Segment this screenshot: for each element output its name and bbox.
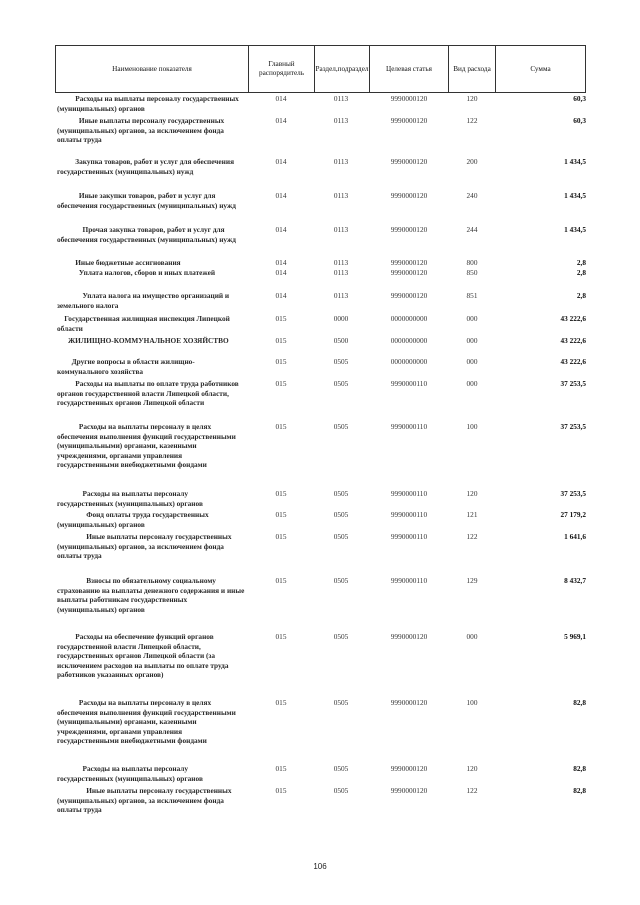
row-name: Расходы на выплаты персоналу государственных (муниципальных) органов bbox=[57, 764, 203, 783]
row-sum: 5 969,1 bbox=[564, 632, 586, 641]
row-name: Расходы на выплаты персоналу государственных (муниципальных) органов bbox=[57, 94, 239, 113]
row-grbs: 015 bbox=[275, 314, 287, 323]
row-grbs: 015 bbox=[275, 576, 287, 585]
row-name: ЖИЛИЩНО-КОММУНАЛЬНОЕ ХОЗЯЙСТВО bbox=[67, 336, 229, 345]
row-razdel: 0505 bbox=[333, 489, 349, 498]
row-expense-type: 122 bbox=[466, 786, 478, 795]
row-name: Иные бюджетные ассигнования bbox=[75, 258, 181, 267]
row-target-article: 9990000120 bbox=[390, 258, 428, 267]
row-name: Иные выплаты персоналу государственных (муниципальных) органов, за исключением фонда оплаты труда bbox=[57, 786, 232, 815]
row-target-article: 9990000110 bbox=[390, 576, 428, 585]
row-grbs: 015 bbox=[275, 698, 287, 707]
row-grbs: 015 bbox=[275, 786, 287, 795]
row-target-article: 9990000120 bbox=[390, 94, 428, 103]
row-target-article: 9990000110 bbox=[390, 422, 428, 431]
row-razdel: 0505 bbox=[333, 357, 349, 366]
row-expense-type: 121 bbox=[466, 510, 478, 519]
row-expense-type: 129 bbox=[466, 576, 478, 585]
row-razdel: 0500 bbox=[333, 336, 349, 345]
row-sum: 2,8 bbox=[576, 258, 586, 267]
row-name: Расходы на выплаты персоналу государственных (муниципальных) органов bbox=[57, 489, 203, 508]
row-name: Расходы на выплаты по оплате труда работников органов государственной власти Липецкой области, государственных органов Липецкой области bbox=[57, 379, 239, 408]
row-expense-type: 122 bbox=[466, 116, 478, 125]
row-grbs: 015 bbox=[275, 489, 287, 498]
row-expense-type: 100 bbox=[466, 698, 478, 707]
row-razdel: 0505 bbox=[333, 510, 349, 519]
row-name: Уплата налога на имущество организаций и земельного налога bbox=[57, 291, 230, 310]
row-name: Государственная жилищная инспекция Липецкой области bbox=[57, 314, 230, 333]
row-razdel: 0113 bbox=[333, 268, 349, 277]
row-grbs: 015 bbox=[275, 357, 287, 366]
row-target-article: 9990000120 bbox=[390, 632, 428, 641]
row-expense-type: 000 bbox=[466, 357, 478, 366]
row-razdel: 0505 bbox=[333, 422, 349, 431]
row-razdel: 0113 bbox=[333, 94, 349, 103]
row-sum: 1 434,5 bbox=[564, 191, 586, 200]
row-name: Взносы по обязательному социальному страхованию на выплаты денежного содержания и иные выплаты работникам государственных (муниципальных) органов bbox=[57, 576, 245, 614]
row-razdel: 0113 bbox=[333, 157, 349, 166]
row-sum: 2,8 bbox=[576, 291, 586, 300]
row-target-article: 9990000120 bbox=[390, 157, 428, 166]
row-grbs: 014 bbox=[275, 268, 287, 277]
row-razdel: 0113 bbox=[333, 258, 349, 267]
row-name: Прочая закупка товаров, работ и услуг для обеспечения государственных (муниципальных) нужд bbox=[57, 225, 236, 244]
row-name: Иные выплаты персоналу государственных (муниципальных) органов, за исключением фонда оплаты труда bbox=[57, 116, 225, 145]
row-grbs: 015 bbox=[275, 336, 287, 345]
row-target-article: 9990000110 bbox=[390, 532, 428, 541]
row-grbs: 014 bbox=[275, 291, 287, 300]
row-expense-type: 240 bbox=[466, 191, 478, 200]
row-target-article: 0000000000 bbox=[390, 314, 428, 323]
row-expense-type: 122 bbox=[466, 532, 478, 541]
row-razdel: 0505 bbox=[333, 532, 349, 541]
row-name: Расходы на обеспечение функций органов государственной власти Липецкой области, государственных органов Липецкой области (за исключением расходов на выплаты по оплате труда работников указанных органов) bbox=[57, 632, 229, 680]
row-grbs: 015 bbox=[275, 422, 287, 431]
row-expense-type: 100 bbox=[466, 422, 478, 431]
row-expense-type: 244 bbox=[466, 225, 478, 234]
row-razdel: 0505 bbox=[333, 576, 349, 585]
row-grbs: 014 bbox=[275, 116, 287, 125]
row-grbs: 014 bbox=[275, 258, 287, 267]
row-target-article: 0000000000 bbox=[390, 336, 428, 345]
header-target-article: Целевая статья bbox=[369, 46, 448, 92]
row-target-article: 9990000120 bbox=[390, 268, 428, 277]
row-expense-type: 000 bbox=[466, 632, 478, 641]
row-sum: 82,8 bbox=[573, 698, 586, 707]
row-target-article: 9990000110 bbox=[390, 489, 428, 498]
row-razdel: 0113 bbox=[333, 291, 349, 300]
row-name: Закупка товаров, работ и услуг для обеспечения государственных (муниципальных) нужд bbox=[57, 157, 235, 176]
row-razdel: 0505 bbox=[333, 632, 349, 641]
header-name: Наименование показателя bbox=[112, 64, 192, 73]
row-target-article: 9990000120 bbox=[390, 764, 428, 773]
row-name: Фонд оплаты труда государственных (муниципальных) органов bbox=[57, 510, 209, 529]
row-razdel: 0000 bbox=[333, 314, 349, 323]
row-sum: 43 222,6 bbox=[560, 314, 586, 323]
row-target-article: 9990000120 bbox=[390, 191, 428, 200]
row-sum: 1 434,5 bbox=[564, 157, 586, 166]
row-sum: 43 222,6 bbox=[560, 357, 586, 366]
row-sum: 1 434,5 bbox=[564, 225, 586, 234]
row-sum: 82,8 bbox=[573, 764, 586, 773]
row-grbs: 014 bbox=[275, 157, 287, 166]
row-razdel: 0505 bbox=[333, 764, 349, 773]
row-sum: 37 253,5 bbox=[560, 489, 586, 498]
row-razdel: 0113 bbox=[333, 116, 349, 125]
row-target-article: 9990000120 bbox=[390, 698, 428, 707]
row-grbs: 015 bbox=[275, 510, 287, 519]
row-sum: 27 179,2 bbox=[560, 510, 586, 519]
row-target-article: 9990000110 bbox=[390, 379, 428, 388]
row-razdel: 0505 bbox=[333, 786, 349, 795]
row-expense-type: 000 bbox=[466, 314, 478, 323]
row-name: Другие вопросы в области жилищно-коммунального хозяйства bbox=[57, 357, 195, 376]
row-sum: 8 432,7 bbox=[564, 576, 586, 585]
row-expense-type: 120 bbox=[466, 489, 478, 498]
header-expense-type: Вид расхода bbox=[448, 46, 495, 92]
page-number: 106 bbox=[313, 862, 327, 871]
row-razdel: 0505 bbox=[333, 379, 349, 388]
row-name: Расходы на выплаты персоналу в целях обеспечения выполнения функций государственными (муниципальными) органами, казенными учреждениями, органами управления государственными внебюджетными фондами bbox=[57, 422, 236, 470]
header-grbs: Главный распорядитель bbox=[248, 46, 314, 92]
row-target-article: 9990000120 bbox=[390, 225, 428, 234]
row-razdel: 0113 bbox=[333, 225, 349, 234]
row-name: Иные выплаты персоналу государственных (муниципальных) органов, за исключением фонда оплаты труда bbox=[57, 532, 232, 561]
row-grbs: 014 bbox=[275, 94, 287, 103]
row-name: Расходы на выплаты персоналу в целях обеспечения выполнения функций государственными (муниципальными) органами, казенными учреждениями, органами управления государственными внебюджетными фондами bbox=[57, 698, 236, 746]
row-expense-type: 000 bbox=[466, 379, 478, 388]
row-target-article: 9990000120 bbox=[390, 116, 428, 125]
row-sum: 60,3 bbox=[573, 116, 586, 125]
row-target-article: 9990000110 bbox=[390, 510, 428, 519]
row-grbs: 014 bbox=[275, 225, 287, 234]
row-expense-type: 000 bbox=[466, 336, 478, 345]
row-expense-type: 200 bbox=[466, 157, 478, 166]
row-grbs: 015 bbox=[275, 532, 287, 541]
row-expense-type: 850 bbox=[466, 268, 478, 277]
row-grbs: 015 bbox=[275, 764, 287, 773]
row-target-article: 9990000120 bbox=[390, 291, 428, 300]
row-expense-type: 800 bbox=[466, 258, 478, 267]
row-grbs: 014 bbox=[275, 191, 287, 200]
header-razdel: Раздел,подраздел bbox=[314, 46, 369, 92]
row-razdel: 0505 bbox=[333, 698, 349, 707]
row-sum: 60,3 bbox=[573, 94, 586, 103]
row-name: Уплата налогов, сборов и иных платежей bbox=[78, 268, 216, 277]
header-sum: Сумма bbox=[495, 46, 585, 92]
row-sum: 37 253,5 bbox=[560, 422, 586, 431]
row-razdel: 0113 bbox=[333, 191, 349, 200]
row-sum: 43 222,6 bbox=[560, 336, 586, 345]
row-target-article: 0000000000 bbox=[390, 357, 428, 366]
row-grbs: 015 bbox=[275, 379, 287, 388]
row-expense-type: 851 bbox=[466, 291, 478, 300]
row-sum: 82,8 bbox=[573, 786, 586, 795]
row-expense-type: 120 bbox=[466, 764, 478, 773]
row-target-article: 9990000120 bbox=[390, 786, 428, 795]
row-name: Иные закупки товаров, работ и услуг для обеспечения государственных (муниципальных) нужд bbox=[57, 191, 236, 210]
row-sum: 2,8 bbox=[576, 268, 586, 277]
row-sum: 37 253,5 bbox=[560, 379, 586, 388]
row-grbs: 015 bbox=[275, 632, 287, 641]
row-expense-type: 120 bbox=[466, 94, 478, 103]
row-sum: 1 641,6 bbox=[564, 532, 586, 541]
